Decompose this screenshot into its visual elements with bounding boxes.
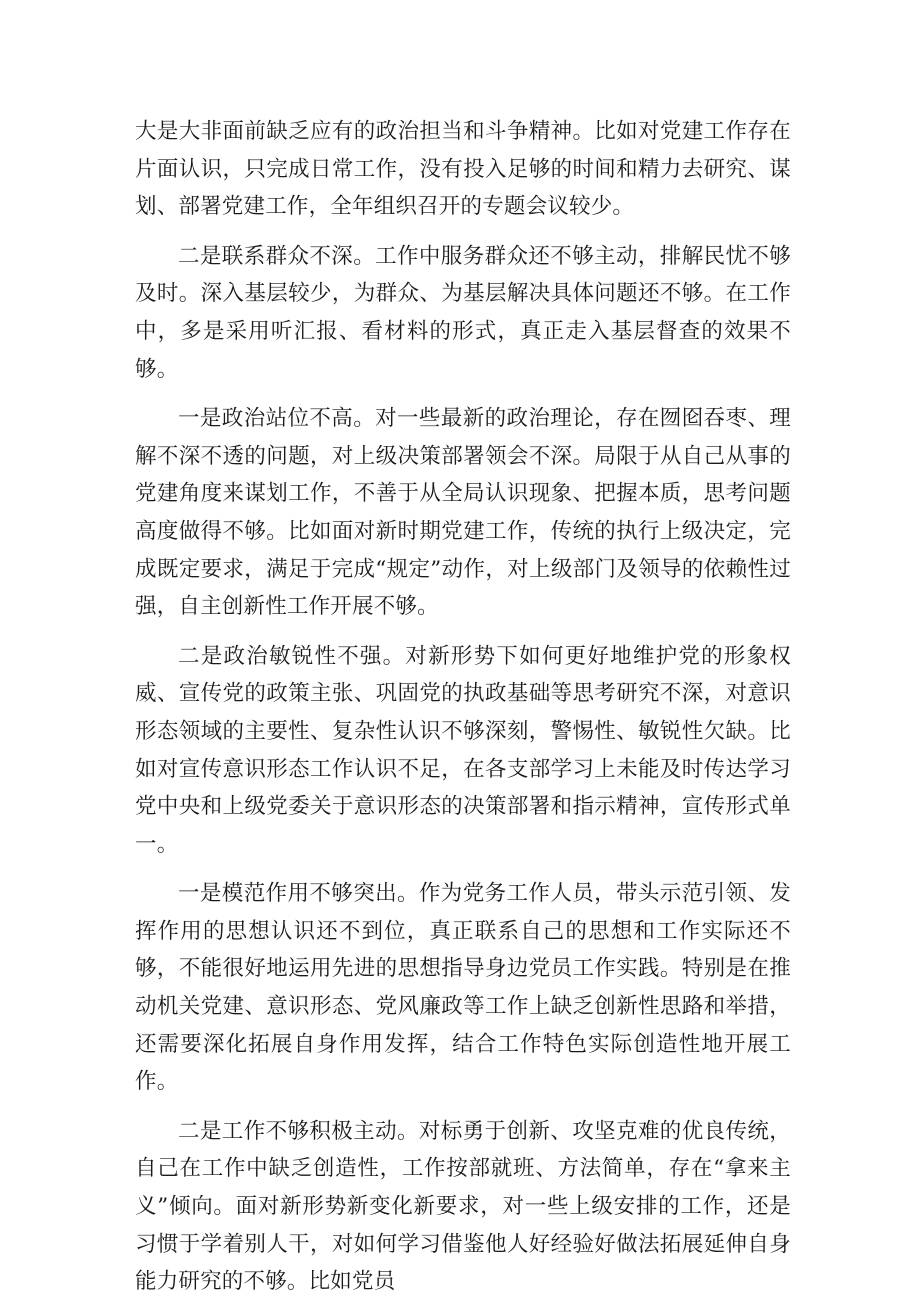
paragraph-3: 一是政治站位不高。对一些最新的政治理论，存在囫囵吞枣、理解不深不透的问题，对上级决策部署领会不深。局限于从自己从事的党建角度来谋划工作，不善于从全局认识现象、把握本质，思考问题高度做得不够。比如面对新时期党建工作，传统的执行上级决定，完成既定要求，满足于完成“规定”动作，对上级部门及领导的依赖性过强，自主创新性工作开展不够。 (135, 406, 791, 620)
paragraph-2: 二是联系群众不深。工作中服务群众还不够主动，排解民忧不够及时。深入基层较少，为群众、为基层解决具体问题还不够。在工作中，多是采用听汇报、看材料的形式，真正走入基层督查的效果不够。 (135, 243, 791, 382)
paragraph-1: 大是大非面前缺乏应有的政治担当和斗争精神。比如对党建工作存在片面认识，只完成日常工作，没有投入足够的时间和精力去研究、谋划、部署党建工作，全年组织召开的专题会议较少。 (135, 119, 791, 220)
paragraph-5: 一是模范作用不够突出。作为党务工作人员，带头示范引领、发挥作用的思想认识还不到位，真正联系自己的思想和工作实际还不够，不能很好地运用先进的思想指导身边党员工作实践。特别是在推动机关党建、意识形态、党风廉政等工作上缺乏创新性思路和举措，还需要深化拓展自身作用发挥，结合工作特色实际创造性地开展工作。 (135, 881, 791, 1095)
document-body (135, 113, 791, 1313)
paragraph-6: 二是工作不够积极主动。对标勇于创新、攻坚克难的优良传统，自己在工作中缺乏创造性，工作按部就班、方法简单，存在“拿来主义”倾向。面对新形势新变化新要求，对一些上级安排的工作，还是习惯于学着别人干，对如何学习借鉴他人好经验好做法拓展延伸自身能力研究的不够。比如党员 (135, 1118, 791, 1295)
paragraph-4: 二是政治敏锐性不强。对新形势下如何更好地维护党的形象权威、宣传党的政策主张、巩固党的执政基础等思考研究不深，对意识形态领域的主要性、复杂性认识不够深刻，警惕性、敏锐性欠缺。比如对宣传意识形态工作认识不足，在各支部学习上未能及时传达学习党中央和上级党委关于意识形态的决策部署和指示精神，宣传形式单一。 (135, 643, 791, 857)
